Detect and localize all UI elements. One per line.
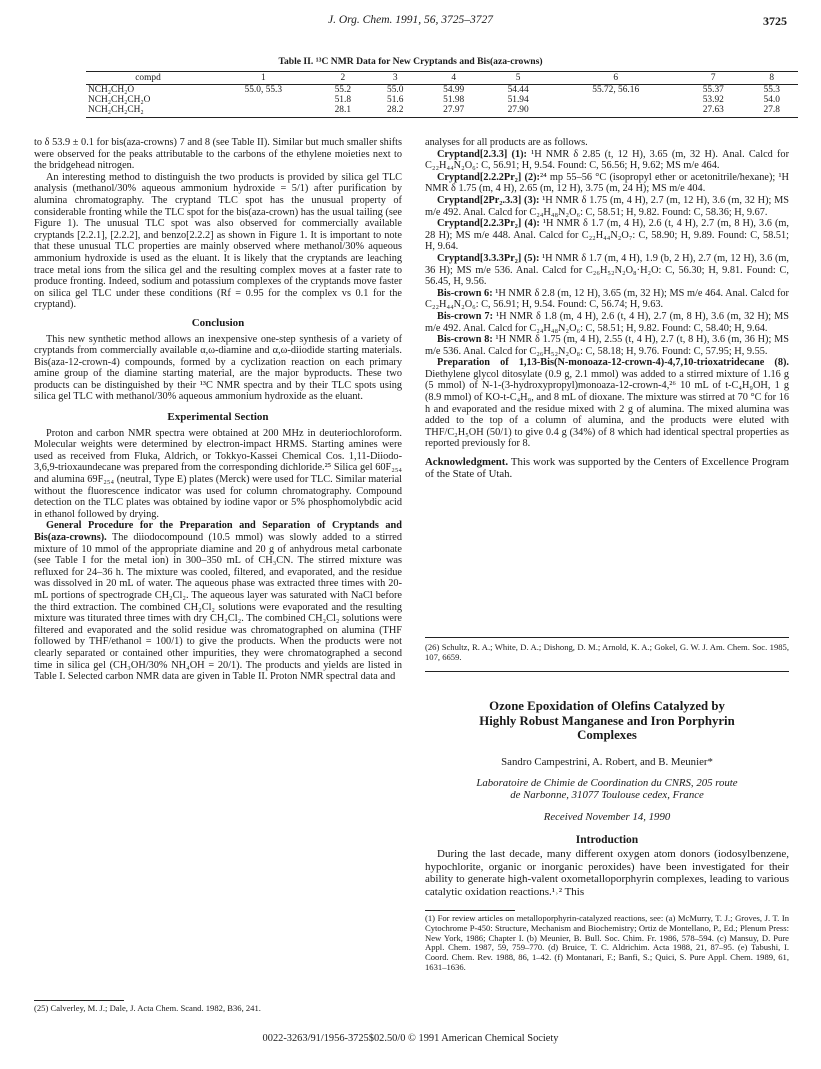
footnote-rule xyxy=(425,910,515,911)
compound-name: Cryptand[2.3.3] (1): xyxy=(437,148,527,160)
compound-name: Bis-crown 7: xyxy=(437,310,494,322)
page-number: 3725 xyxy=(763,14,787,28)
paragraph: An interesting method to distinguish the two products is provided by silica gel TLC analysis (methanol/30% aqueous ammonium hydroxide = 5/1) after purification by alumina chromatography. The cryptand TLC spot has the unusual property of considerable fronting while the TLC spot for the bis(aza-crown) has the usual tailing (see Figure 1). The unusual TLC spot was also observed for commercially available cryptands [2.2.1], [2.2.2], and benzo[2.2.2] as shown in Figure 1. It is important to note that these unusual TLC properties are mainly observed where methanol/30% aqueous ammonium hydroxide is used as the eluant. It is likely that the cryptands are leaching trace metal ions from the silica gel and the resulting complex moves at a faster rate to produce fronting. Indeed, sodium and potassium complexes of the cryptands move faster on silica gel TLC under these conditions (Rf = 0.95 for the complex vs 0.1 for the cryptand). xyxy=(34,171,402,311)
table-column-header: 3 xyxy=(369,72,421,85)
section-heading-conclusion: Conclusion xyxy=(191,316,245,329)
compound-entry xyxy=(425,334,789,357)
left-column xyxy=(34,137,402,683)
table-cell: 27.90 xyxy=(486,105,550,118)
table-cell xyxy=(210,95,317,105)
journal-citation: J. Org. Chem. 1991, 56, 3725–3727 xyxy=(327,14,494,26)
article-divider xyxy=(425,671,789,672)
compound-data: ¹H NMR δ 1.7 (m, 4 H), 1.9 (b, 2 H), 2.7 (m, 12 H), 3.6 (m, 36 H); MS m/e 536. Anal. Calcd for C₂₆H₅₂N₂O₈·H₂O: C, 56.30; H, 9.81. Found: C, 56.45, H, 9.56. xyxy=(425,252,789,288)
affiliation-line: de Narbonne, 31077 Toulouse cedex, France xyxy=(510,789,704,801)
table-cell: 55.0, 55.3 xyxy=(244,85,283,95)
compound-name: Bis-crown 6: xyxy=(437,287,493,299)
compound-entry xyxy=(425,253,789,288)
running-header xyxy=(0,14,821,32)
compound-list xyxy=(425,149,789,450)
table-cell: NCH₂CH₂O xyxy=(88,85,135,95)
compound-data: ¹H NMR δ 2.8 (m, 12 H), 3.65 (m, 32 H); MS m/e 464. Anal. Calcd for C₂₂H₄₄N₂O₆: C, 56.91; H, 9.54. Found: C, 56.74; H, 9.63. xyxy=(425,287,789,311)
table-column-header: compd xyxy=(86,72,210,85)
article-authors: Sandro Campestrini, A. Robert, and B. Meunier* xyxy=(501,755,713,768)
table-column-header: 6 xyxy=(550,72,681,85)
table-cell: NCH₂CH₂CH₂ xyxy=(86,105,210,118)
compound-name: Cryptand[2.2.2Pr₂] (2): xyxy=(437,171,540,183)
compound-entry xyxy=(425,218,789,253)
footnote-25 xyxy=(34,1004,402,1014)
table-column-header: 1 xyxy=(210,72,317,85)
compound-name: Cryptand[3.3.3Pr₂] (5): xyxy=(437,252,540,264)
table-cell: 53.92 xyxy=(702,95,724,105)
table-cell: 27.63 xyxy=(681,105,745,118)
paragraph: analyses for all products are as follows. xyxy=(425,137,588,148)
right-column xyxy=(425,137,789,481)
acknowledgment xyxy=(425,456,789,481)
table-column-header: 5 xyxy=(486,72,550,85)
compound-data: ¹H NMR δ 2.85 (t, 12 H), 3.65 (m, 32 H). Anal. Calcd for C₂₂H₄₄N₂O₆: C, 56.91; H, 9.54. Found: C, 56.56; H, 9.62; MS m/e 464. xyxy=(425,148,789,172)
table-header-row xyxy=(86,72,798,85)
compound-data: ¹H NMR δ 1.75 (m, 4 H), 2.55 (t, 4 H), 2.7 (t, 8 H), 3.6 (m, 36 H); MS m/e 536. Anal. Calcd for C₂₆H₅₂N₂O₈: C, 58.18; H, 9.76. Found: C, 57.95; H, 9.55. xyxy=(425,334,789,357)
table-row xyxy=(86,95,798,105)
compound-name: Cryptand[2Pr₂.3.3] (3): xyxy=(437,194,540,206)
copyright-line: 0022-3263/91/1956-3725$02.50/0 © 1991 American Chemical Society xyxy=(262,1033,559,1044)
footnote-1 xyxy=(425,914,789,973)
article-title xyxy=(425,699,789,743)
table-column-header: 2 xyxy=(317,72,369,85)
footnote-text: (25) Calverley, M. J.; Dale, J. Acta Chem. Scand. 1982, B36, 241. xyxy=(34,1003,261,1013)
table-row xyxy=(86,85,798,96)
table-title: Table II. ¹³C NMR Data for New Cryptands and Bis(aza-crowns) xyxy=(278,56,543,67)
table-cell: 28.2 xyxy=(369,105,421,118)
table-row xyxy=(86,105,798,118)
table-cell: 54.99 xyxy=(443,85,465,95)
introduction-text xyxy=(425,848,789,898)
received-date: Received November 14, 1990 xyxy=(543,810,671,823)
compound-name: Cryptand[2.2.3Pr₂] (4): xyxy=(437,218,540,230)
paragraph xyxy=(34,520,402,682)
table-cell: NCH₂CH₂CH₂O xyxy=(88,95,151,105)
footnote-rule xyxy=(34,1000,124,1001)
table-cell: 51.98 xyxy=(443,95,465,105)
table-body xyxy=(86,85,798,118)
compound-entry xyxy=(425,195,789,218)
footnote-26 xyxy=(425,643,789,663)
table-cell: 55.3 xyxy=(763,85,780,95)
compound-data: ²⁴ mp 55–56 °C (isopropyl ether or acetonitrile/hexane); ¹H NMR δ 1.75 (m, 4 H), 2.65 (m, 12 H), 3.75 (m, 24 H); MS m/e 404. xyxy=(425,171,789,195)
table-cell: 51.8 xyxy=(334,95,352,105)
table-cell: 55.0 xyxy=(387,85,404,95)
compound-entry xyxy=(425,149,789,172)
footnote-rule xyxy=(425,637,789,638)
run-in-heading: General Procedure for the Preparation and Separation of Cryptands and Bis(aza-crowns). xyxy=(34,520,402,543)
footnote-text: (26) Schultz, R. A.; White, D. A.; Dishong, D. M.; Arnold, K. A.; Gokel, G. W. J. Am. Chem. Soc. 1985, 107, 6659. xyxy=(425,642,789,662)
compound-data: ¹H NMR δ 1.8 (m, 4 H), 2.6 (t, 4 H), 2.7 (m, 8 H), 3.6 (m, 32 H); MS m/e 492. Anal. Calcd for C₂₄H₄₈N₂O₆: C, 58.51; H, 9.82. Found: C, 58.40; H, 9.64. xyxy=(425,310,789,334)
acknowledgment-heading: Acknowledgment. xyxy=(425,456,509,469)
table-cell: 27.8 xyxy=(746,105,799,118)
compound-entry xyxy=(425,288,789,311)
compound-entry xyxy=(425,172,789,195)
table-cell: 51.94 xyxy=(507,95,529,105)
section-heading-introduction: Introduction xyxy=(575,833,639,846)
article-title-line: Highly Robust Manganese and Iron Porphyrin xyxy=(479,713,735,728)
compound-data: ¹H NMR δ 1.7 (m, 4 H), 2.6 (t, 4 H), 2.7 (m, 8 H), 3.6 (m, 28 H); MS m/e 448. Anal. Calcd for C₂₂H₄₄N₂O₇: C, 58.90; H, 9.89. Found: C, 58.51; H, 9.64. xyxy=(425,218,789,253)
compound-name: Preparation of 1,13-Bis(N-monoaza-12-crown-4)-4,7,10-trioxatridecane (8). xyxy=(437,357,789,369)
article-title-line: Complexes xyxy=(577,728,637,742)
section-heading-experimental: Experimental Section xyxy=(167,411,269,424)
table-cell: 55.37 xyxy=(702,85,724,95)
table-cell: 51.6 xyxy=(387,95,404,105)
table-cell: 28.1 xyxy=(317,105,369,118)
table-column-header: 4 xyxy=(421,72,485,85)
table-cell: 27.97 xyxy=(421,105,485,118)
table-cell: 55.2 xyxy=(334,85,352,95)
table-column-header: 8 xyxy=(746,72,799,85)
compound-entry xyxy=(425,311,789,334)
paragraph: to δ 53.9 ± 0.1 for bis(aza-crowns) 7 and 8 (see Table II). Similar but much smaller shifts were observed for the peaks attributable to the carbons of the ethylene moieties next to the bridgehead nitrogen. xyxy=(34,137,402,172)
paragraph: Proton and carbon NMR spectra were obtained at 200 MHz in deuteriochloroform. Molecular weights were determined by electron-impact HRMS. Starting amines were used as received from Fluka, Aldrich, or Tokkyo-Kassei Chemical Cos. 1,11-Diiodo-3,6,9-trioxaundecane was prepared from the corresponding dichloride.²⁵ Silica gel 60F₂₅₄ and alumina 69F₂₅₄ (neutral, Type E) plates (Merck) were used for TLC. Similar material without the fluorescence indicator was used for column chromatography. Compound detection on the TLC plates was obtained by iodine vapor or 5% phosphomolybdic acid in ethanol followed by drying. xyxy=(34,427,402,520)
article-affiliation xyxy=(425,777,789,802)
table-cell xyxy=(550,105,681,118)
article-header xyxy=(425,699,789,846)
compound-entry xyxy=(425,357,789,450)
table-cell: 54.0 xyxy=(763,95,780,105)
table-cell: 54.44 xyxy=(507,85,529,95)
table-cell xyxy=(210,105,317,118)
paragraph-text: The diiodocompound (10.5 mmol) was slowly added to a stirred mixture of 10 mmol of the appropriate diamine and 20 g of anhydrous metal carbonate (see Table I for the metal ion) in 300–350 mL of CH₃CN. The stirred mixture was refluxed for 24–36 h. The mixture was cooled, filtered, and evaporated, and the residue was dissolved in 20 mL of water. The aqueous phase was extracted three times with 20-mL portions of spectrograde CH₂Cl₂. The aqueous layer was saturated with NaCl before the third extraction. The combined CH₂Cl₂ solutions were evaporated and the resulting mixture was titurated three times with dry CH₂Cl₂. The combined CH₂Cl₂ solutions were filtered and evaporated and the solid residue was chromatographed on alumina (THF followed by THF/ethanol = 100/1) to give the products. When the products were not clearly separated or contained other impurities, they were chromatographed a second time in silica gel (CH₃OH/30% NH₄OH = 20/1). The products and yields are listed in Table I. Selected carbon NMR data are given in Table II. Proton NMR spectral data and xyxy=(34,532,402,683)
nmr-data-table xyxy=(86,71,798,118)
compound-data: ¹H NMR δ 1.75 (m, 4 H), 2.7 (m, 12 H), 3.6 (m, 32 H); MS m/e 492. Anal. Calcd for C₂₄H₄₈N₂O₆: C, 58.51; H, 9.82. Found: C, 58.36; H, 9.67. xyxy=(425,194,789,218)
compound-name: Bis-crown 8: xyxy=(437,334,493,346)
table-column-header: 7 xyxy=(681,72,745,85)
acknowledgment-text: This work was supported by the Centers of Excellence Program of the State of Utah. xyxy=(425,456,789,481)
paragraph: During the last decade, many different oxygen atom donors (iodosylbenzene, hypochlorite, organic or inorganic peroxides) have been investigated for their ability to generate high-valent oxometalloporphyrin complexes, leading to various catalytic oxidation reactions.¹˒² This xyxy=(425,848,789,898)
compound-data: Diethylene glycol ditosylate (0.9 g, 2.1 mmol) was added to a stirred mixture of 1.16 g (5 mmol) of N-1-(3-hydroxypropyl)monoaza-12-crown-4,²⁶ 10 mL of t-C₄H₉OH, 1 g (8.9 mmol) of KO-t-C₄H₉, and 8 mL of dioxane. The mixture was stirred at 70 °C for 16 h and evaporated and the residue mixed with 2 g of alumina. The mixed alumina was added to the top of a column of alumina, and the products were eluted with THF/C₂H₅OH (50/1) to give 0.4 g (34%) of 8 which had identical spectral properties as reported previously for 8. xyxy=(425,368,789,450)
table-cell: 55.72, 56.16 xyxy=(592,85,640,95)
table-cell xyxy=(550,95,681,105)
paragraph: This new synthetic method allows an inexpensive one-step synthesis of a variety of cryptands from commercially available α,ω-diamine and α,ω-diiodide starting materials. Bis(aza-12-crown-4) compounds, formed by a cyclization reaction on each primary amine group of the diamine starting material, are the major byproducts. These two products can be distinguished by their ¹³C NMR spectra and by their TLC spots using silica gel TLC with methanol/30% aqueous ammonium hydroxide as the eluant. xyxy=(34,333,402,403)
affiliation-line: Laboratoire de Chimie de Coordination du CNRS, 205 route xyxy=(476,776,738,789)
article-title-line: Ozone Epoxidation of Olefins Catalyzed by xyxy=(489,699,725,713)
footnote-text: (1) For review articles on metalloporphyrin-catalyzed reactions, see: (a) McMurry, T. J.; Groves, J. T. In Cytochrome P-450: Structure, Mechanism and Biochemistry; Ortiz de Montellano, P., Ed.; Plenum Press: New York, 1986; Chapter I. (b) Meunier, B. Bull. Soc. Chim. Fr. 1986, 578–594. (c) Mansuy, D. Pure Appl. Chem. 1987, 59, 759–770. (d) Bruice, T. C. Aldrichim. Acta 1988, 21, 87–95. (e) Tabushi, I. Coord. Chem. Rev. 1988, 86, 1–42. (f) Montanari, F.; Banfi, S.; Quici, S. Pure Appl. Chem. 1989, 61, 1631–1636. xyxy=(425,913,789,972)
